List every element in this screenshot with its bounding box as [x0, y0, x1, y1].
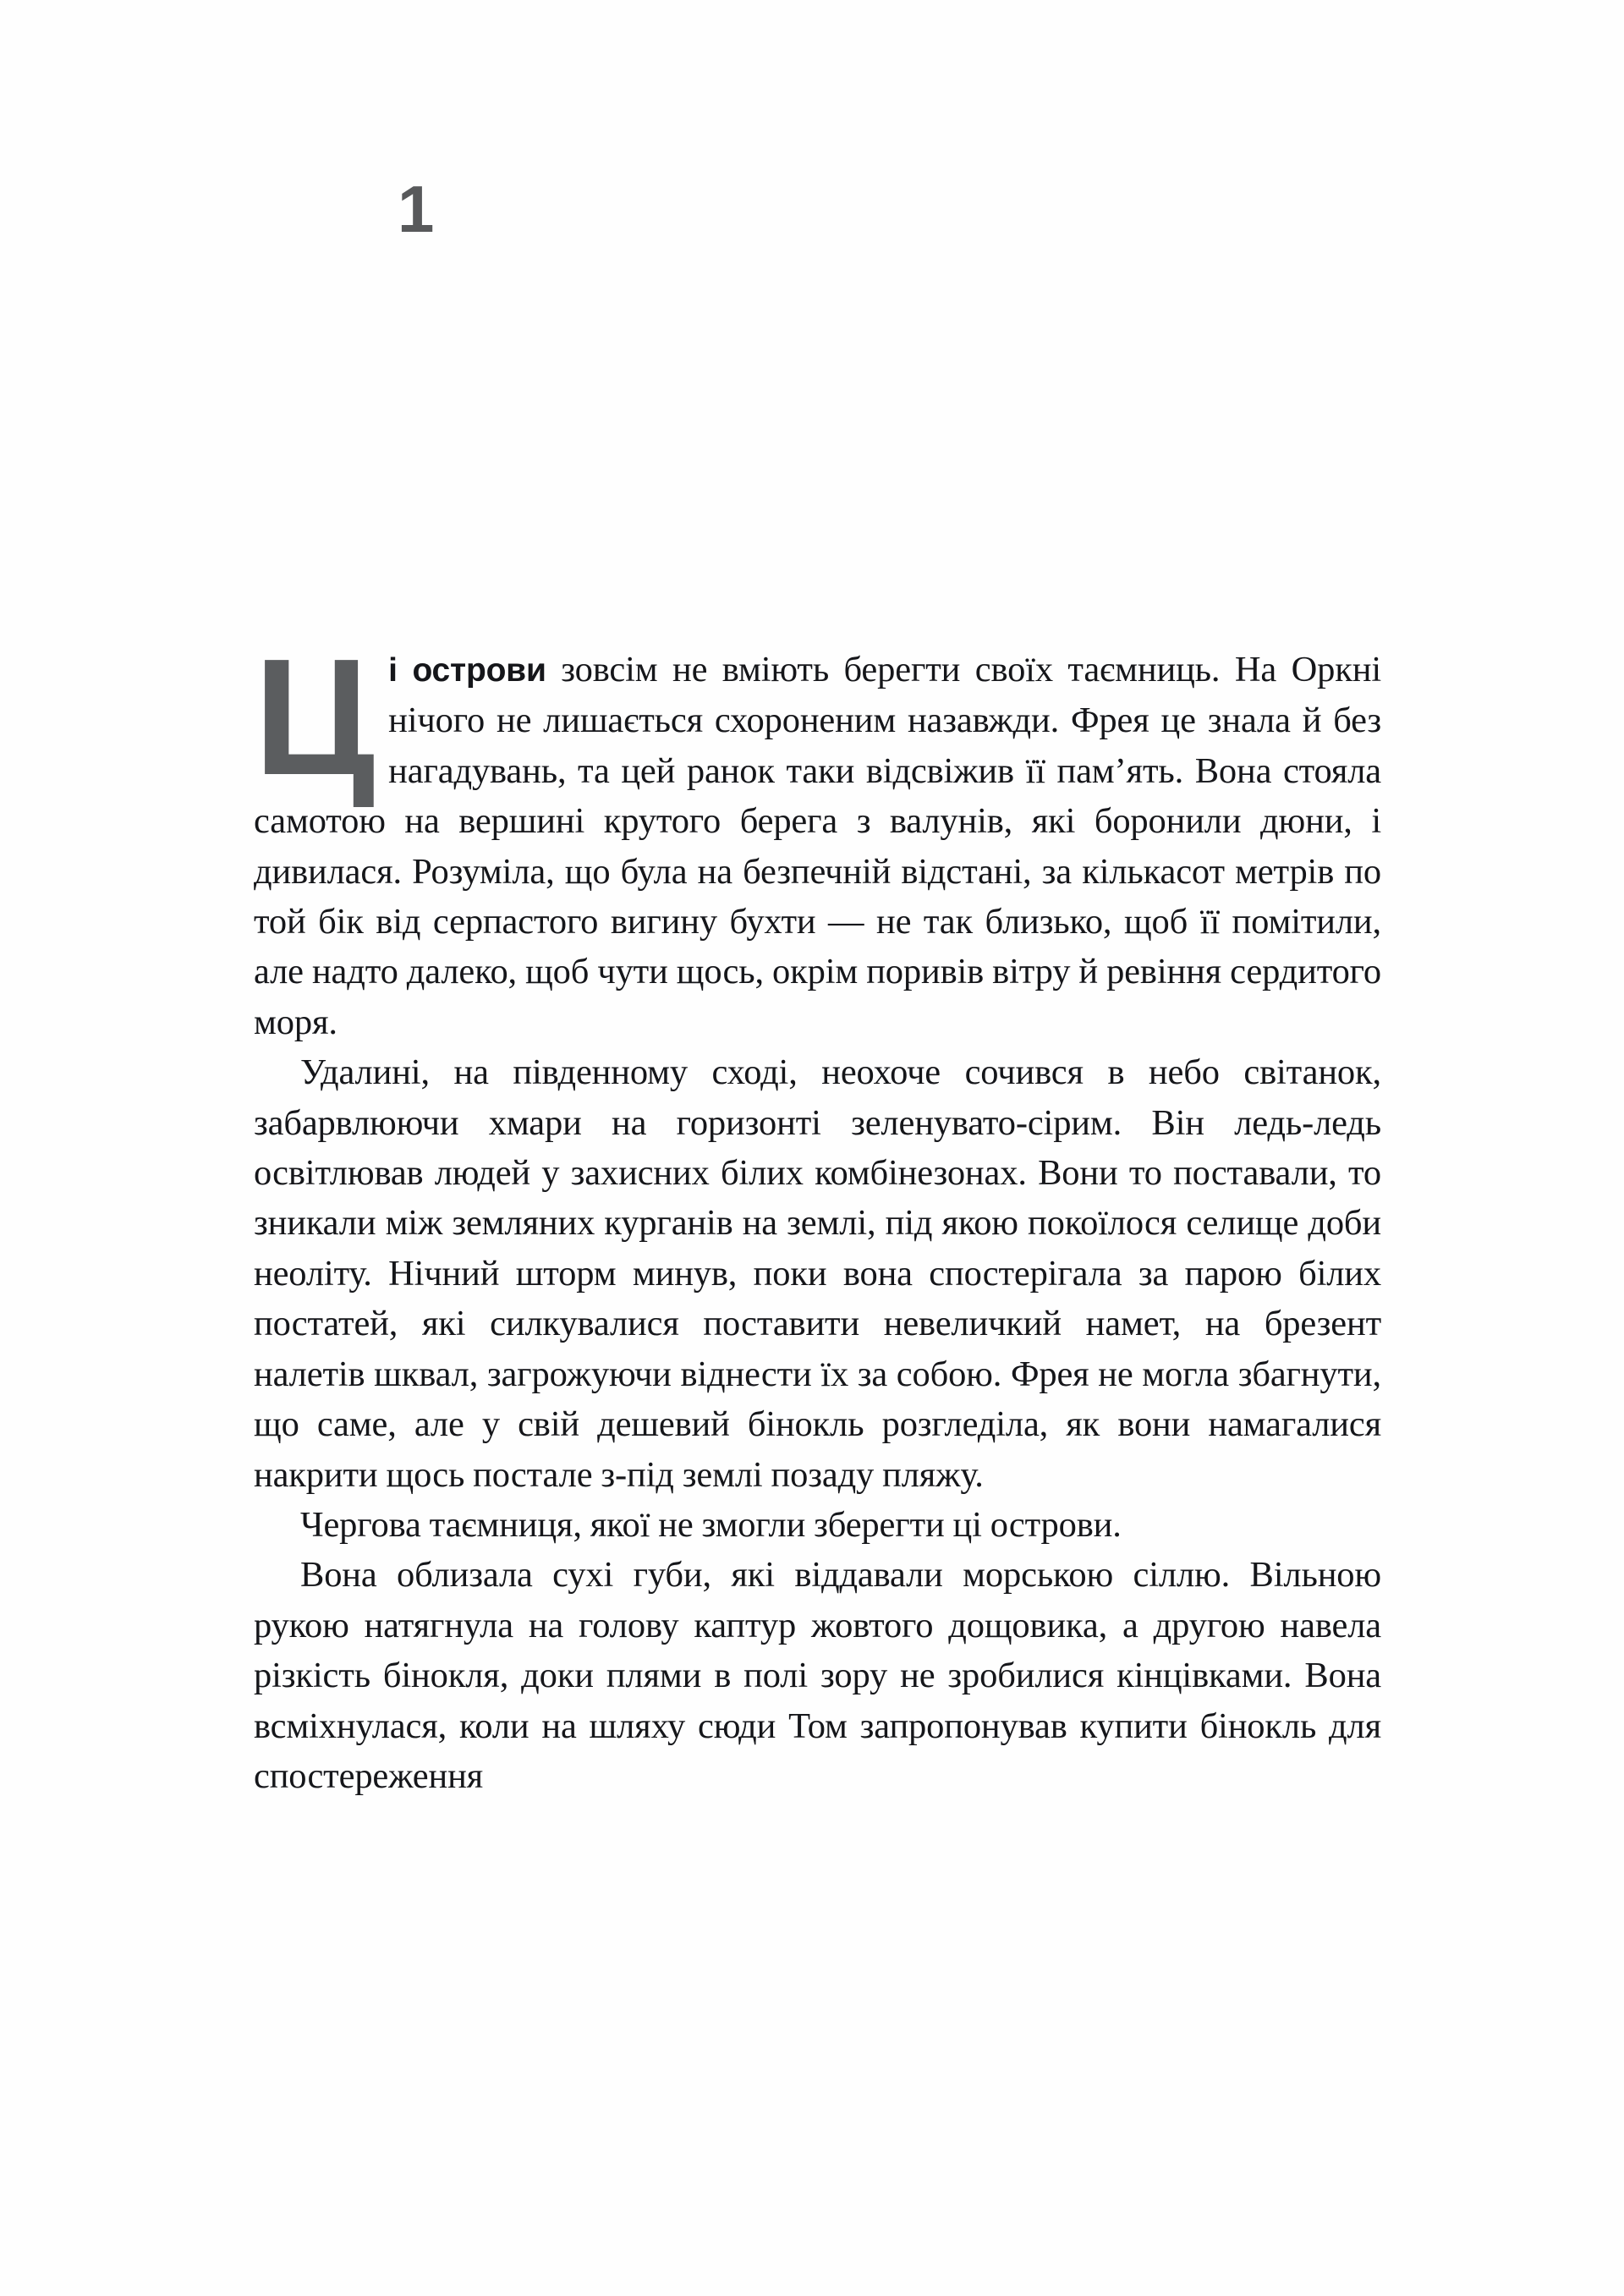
paragraph-1 — [254, 624, 1381, 1047]
paragraph-3: Чергова таємниця, якої не змогли зберегти ці острови. — [300, 1504, 1122, 1545]
body-text-block — [254, 624, 1381, 1801]
chapter-number: 1 — [398, 172, 434, 246]
drop-cap: Ц — [254, 624, 376, 810]
paragraph-1-text: зовсім не вміють берегти своїх таємниць. На Оркні нічого не лишається схороненим назавжди. Фрея це знала й без нагадувань, та цей ранок таки відсвіжив її пам’ять. Вона стояла самотою на вершині крутого берега з валунів, які боронили дюни, і дивилася. Розуміла, що була на безпечній відстані, за кількасот метрів по той бік від серпастого вигину бухти — не так близько, щоб її помітили, але надто далеко, щоб чути щось, окрім поривів вітру й ревіння сердитого моря. — [254, 650, 1381, 1042]
paragraph-4: Вона облизала сухі губи, які віддавали морською сіллю. Вільною рукою натягнула на голову каптур жовтого дощовика, а другою навела різкість бінокля, доки плями в полі зору не зробилися кінцівками. Вона всміхнулася, коли на шляху сюди Том запропонував купити бінокль для спостереження — [254, 1555, 1381, 1796]
paragraph-2: Удалині, на південному сході, неохоче сочився в небо світанок, забарвлюючи хмари на горизонті зеленувато-сірим. Він ледь-ледь освітлював людей у захисних білих комбінезонах. Вони то поставали, то зникали між земляних курганів на землі, під якою покоїлося селище доби неоліту. Нічний шторм минув, поки вона спостерігала за парою білих постатей, які силкувалися поставити невеличкий намет, на брезент налетів шквал, загрожуючи віднести їх за собою. Фрея не могла збагнути, що саме, але у свій дешевий бінокль розгледіла, як вони намагалися накрити щось постале з-під землі позаду пляжу. — [254, 1052, 1381, 1495]
lead-in-text: і острови — [388, 652, 546, 689]
